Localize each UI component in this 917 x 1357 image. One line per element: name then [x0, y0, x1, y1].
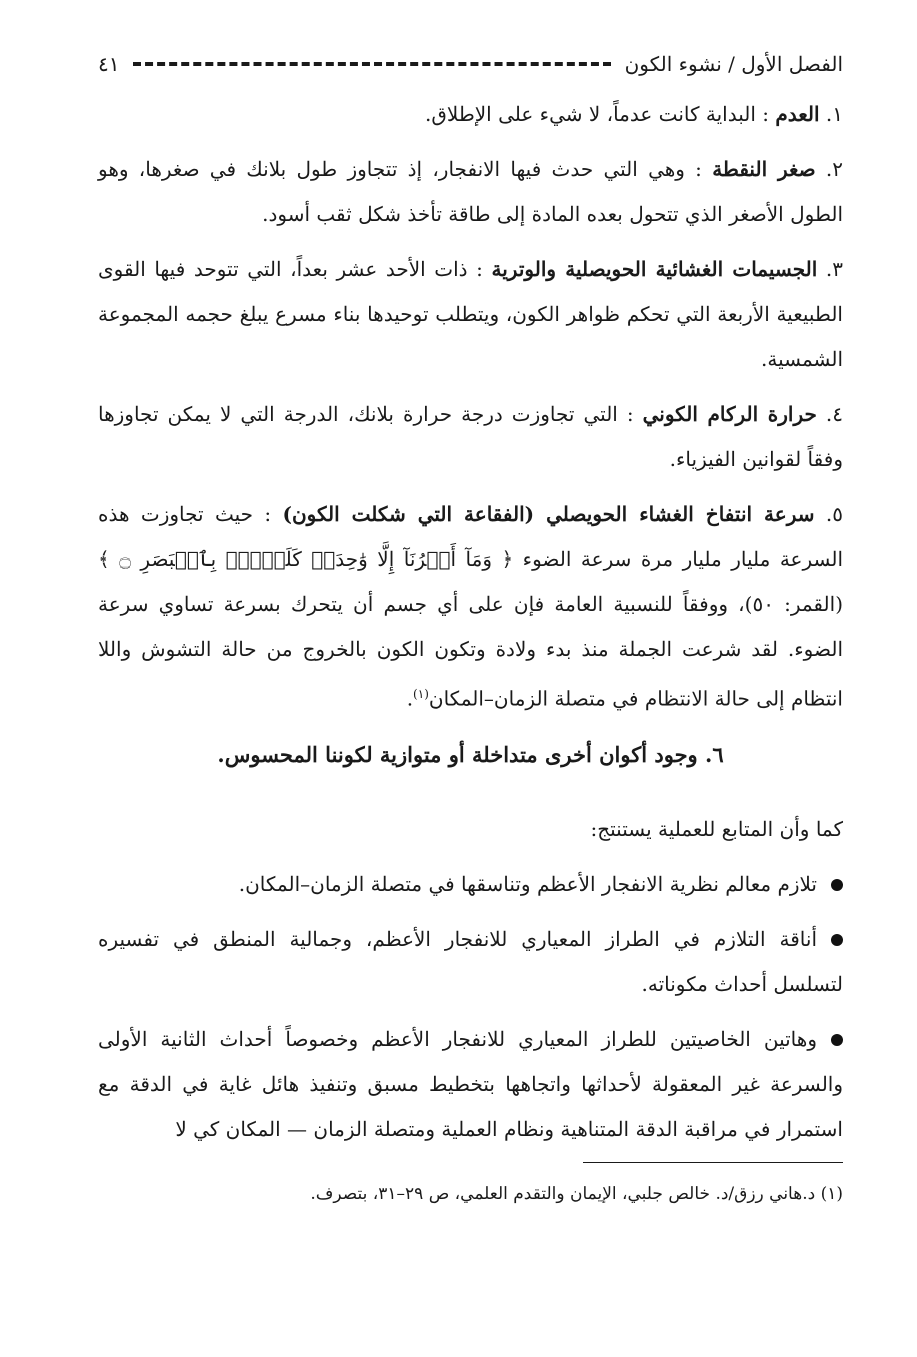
bullet-text: وهاتين الخاصيتين للطراز المعياري للانفجار الأعظم وخصوصاً أحداث الثانية الأولى والسرعة غير المعقولة لأحداثها واتجاهها بتخطيط مسبق وتنفيذ هائل غاية في الدقة مع استمرار في مراقبة الدقة المتناهية ونظام العملية ومتصلة الزمان — المكان كي لا [98, 1026, 843, 1141]
bullet-item-1 [98, 862, 843, 907]
bullet-item-2 [98, 917, 843, 1007]
item-text: : ذات الأحد عشر بعداً، التي تتوحد فيها القوى الطبيعية الأربعة التي تحكم ظواهر الكون، ويتطلب توحيدها بناء مسرع يبلغ حجمه المجموعة الشمسية. [98, 257, 843, 371]
bullet-item-3 [98, 1017, 843, 1152]
list-item-1 [98, 92, 843, 137]
header-dashed-rule [133, 62, 610, 66]
item-number: ٣. [825, 257, 843, 281]
book-page [98, 44, 843, 1209]
item-text: : وهي التي حدث فيها الانفجار، إذ تتجاوز طول بلانك في صغرها، وهو الطول الأصغر الذي تتحول بعده المادة إلى طاقة تأخذ شكل ثقب أسود. [98, 157, 843, 226]
running-header [98, 44, 843, 84]
item-term: العدم [775, 102, 820, 126]
footnote-separator [583, 1162, 843, 1163]
item-number: ١. [825, 102, 843, 126]
item-term: سرعة انتفاخ الغشاء الحويصلي (الفقاعة التي شكلت الكون) [282, 502, 815, 526]
footnote-marker[interactable]: (١) [413, 687, 429, 701]
bullet-icon [831, 1034, 843, 1046]
page-number: ٤١ [98, 52, 120, 76]
item-text: : التي تجاوزت درجة حرارة بلانك، الدرجة التي لا يمكن تجاوزها وفقاً لقوانين الفيزياء. [98, 402, 843, 471]
item-text: : حيث تجاوزت هذه السرعة مليار مليار مرة سرعة الضوء ﴿ وَمَآ أَمۡرُنَآ إِلَّا وَٰحِدَةٞ كَلَمۡحِۭ بِٱلۡبَصَرِ ۝ ﴾ (القمر: ٥٠)، ووفقاً للنسبية العامة فإن على أي جسم أن يتحرك بسرعة تساوي سرعة الضوء. لقد شرعت الجملة منذ بدء ولادة وتكون الكون بالخروج من حالة التشوش واللا انتظام إلى حالة الانتظام في متصلة الزمان–المكان [98, 502, 844, 711]
list-item-4 [98, 392, 843, 482]
item-term: الجسيمات الغشائية الحويصلية والوترية [491, 257, 818, 281]
item-number: ٢. [825, 157, 843, 181]
item-number: ٤. [825, 402, 844, 426]
list-item-2 [98, 147, 843, 237]
list-item-3 [98, 247, 843, 382]
bullet-icon [831, 879, 843, 891]
item-number: ٥. [825, 502, 843, 526]
item-term: حرارة الركام الكوني [642, 402, 817, 426]
item-tail: . [406, 686, 414, 711]
bullet-text: تلازم معالم نظرية الانفجار الأعظم وتناسقها في متصلة الزمان–المكان. [238, 871, 817, 896]
list-item-6: ٦. وجود أكوان أخرى متداخلة أو متوازية لكوننا المحسوس. [217, 741, 724, 767]
bullet-icon [831, 934, 843, 946]
bullet-text: أناقة التلازم في الطراز المعياري للانفجار الأعظم، وجمالية المنطق في تفسيره لتسلسل أحداث مكوناته. [98, 926, 843, 996]
intro-text: كما وأن المتابع للعملية يستنتج: [590, 816, 843, 841]
item-text: : البداية كانت عدماً، لا شيء على الإطلاق. [425, 102, 769, 126]
item-term: صغر النقطة [712, 157, 816, 181]
footnote: (١) د.هاني رزق/د. خالص جلبي، الإيمان والتقدم العلمي، ص ٢٩–٣١، بتصرف. [310, 1183, 843, 1204]
chapter-title: الفصل الأول / نشوء الكون [624, 52, 843, 76]
list-item-5 [98, 492, 843, 722]
